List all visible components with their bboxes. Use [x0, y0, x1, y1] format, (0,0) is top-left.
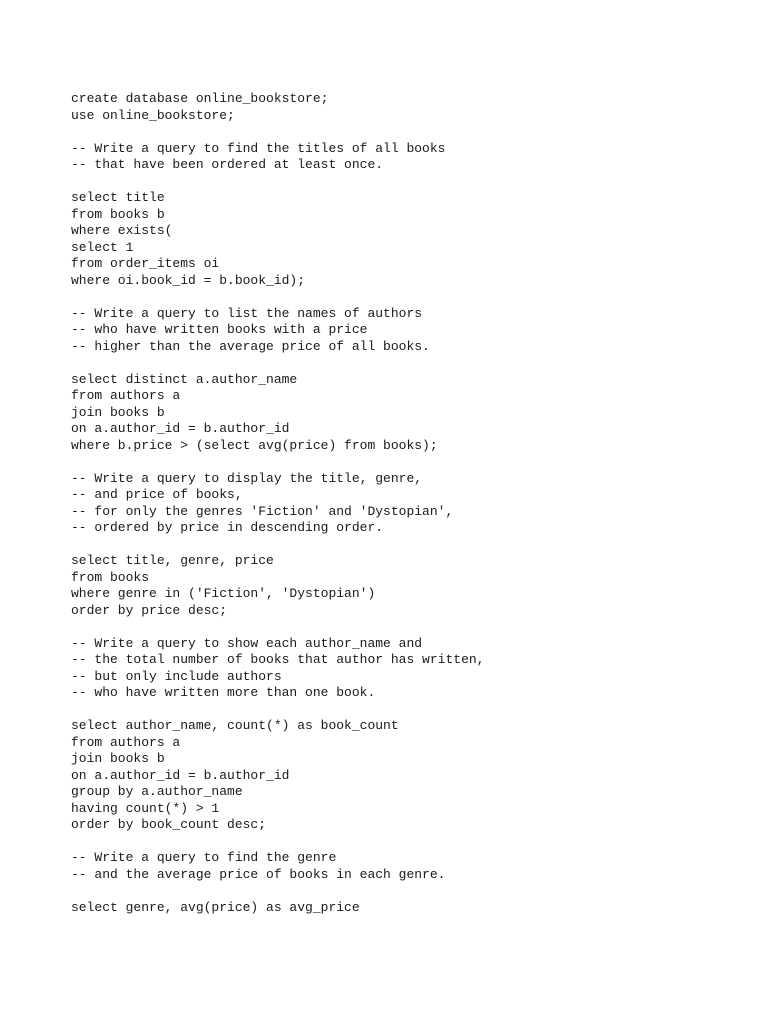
code-line: from order_items oi: [71, 256, 220, 271]
code-line: select distinct a.author_name: [71, 371, 298, 387]
code-line: where b.price > (select avg(price) from books);: [71, 437, 438, 453]
comment-line: -- ordered by price in descending order.: [71, 520, 384, 535]
blank-line: [71, 883, 731, 900]
blank-line: [71, 537, 731, 554]
comment-line: -- Write a query to find the genre: [71, 850, 337, 865]
comment-line: -- Write a query to show each author_name and: [71, 635, 423, 651]
code-line: join books b: [71, 751, 165, 766]
code-line: order by price desc;: [71, 602, 228, 618]
blank-line: [71, 454, 731, 471]
code-line: select 1: [71, 239, 134, 255]
blank-line: [71, 619, 731, 636]
code-line: join books b: [71, 404, 165, 420]
comment-line: -- Write a query to display the title, genre,: [71, 470, 423, 486]
sql-code-block: [71, 91, 731, 916]
comment-line: -- Write a query to find the titles of all books: [71, 140, 446, 156]
code-line: from books: [71, 569, 150, 585]
code-line: select author_name, count(*) as book_count: [71, 718, 399, 733]
code-line: select title: [71, 190, 165, 205]
code-line: on a.author_id = b.author_id: [71, 767, 290, 783]
code-line: having count(*) > 1: [71, 800, 220, 816]
code-line: order by book_count desc;: [71, 817, 267, 832]
blank-line: [71, 289, 731, 306]
comment-line: -- and the average price of books in each genre.: [71, 866, 446, 882]
comment-line: -- but only include authors: [71, 668, 282, 684]
code-line: select genre, avg(price) as avg_price: [71, 899, 360, 915]
code-line: create database online_bookstore;: [71, 91, 329, 106]
code-line: select title, genre, price: [71, 553, 274, 568]
code-line: where exists(: [71, 223, 173, 238]
comment-line: -- who have written more than one book.: [71, 685, 376, 700]
comment-line: -- that have been ordered at least once.: [71, 157, 384, 172]
code-line: from books b: [71, 206, 165, 222]
comment-line: -- for only the genres 'Fiction' and 'Dystopian',: [71, 503, 454, 519]
blank-line: [71, 355, 731, 372]
code-line: where oi.book_id = b.book_id);: [71, 272, 306, 288]
blank-line: [71, 124, 731, 141]
comment-line: -- the total number of books that author has written,: [71, 652, 485, 667]
blank-line: [71, 834, 731, 851]
code-line: from authors a: [71, 388, 181, 403]
code-line: from authors a: [71, 734, 181, 750]
comment-line: -- who have written books with a price: [71, 322, 368, 337]
code-line: on a.author_id = b.author_id: [71, 421, 290, 436]
comment-line: -- higher than the average price of all books.: [71, 338, 430, 354]
code-line: use online_bookstore;: [71, 107, 235, 123]
blank-line: [71, 702, 731, 719]
code-line: where genre in ('Fiction', 'Dystopian'): [71, 586, 376, 601]
comment-line: -- and price of books,: [71, 487, 243, 502]
code-line: group by a.author_name: [71, 784, 243, 799]
blank-line: [71, 174, 731, 191]
comment-line: -- Write a query to list the names of authors: [71, 305, 423, 321]
